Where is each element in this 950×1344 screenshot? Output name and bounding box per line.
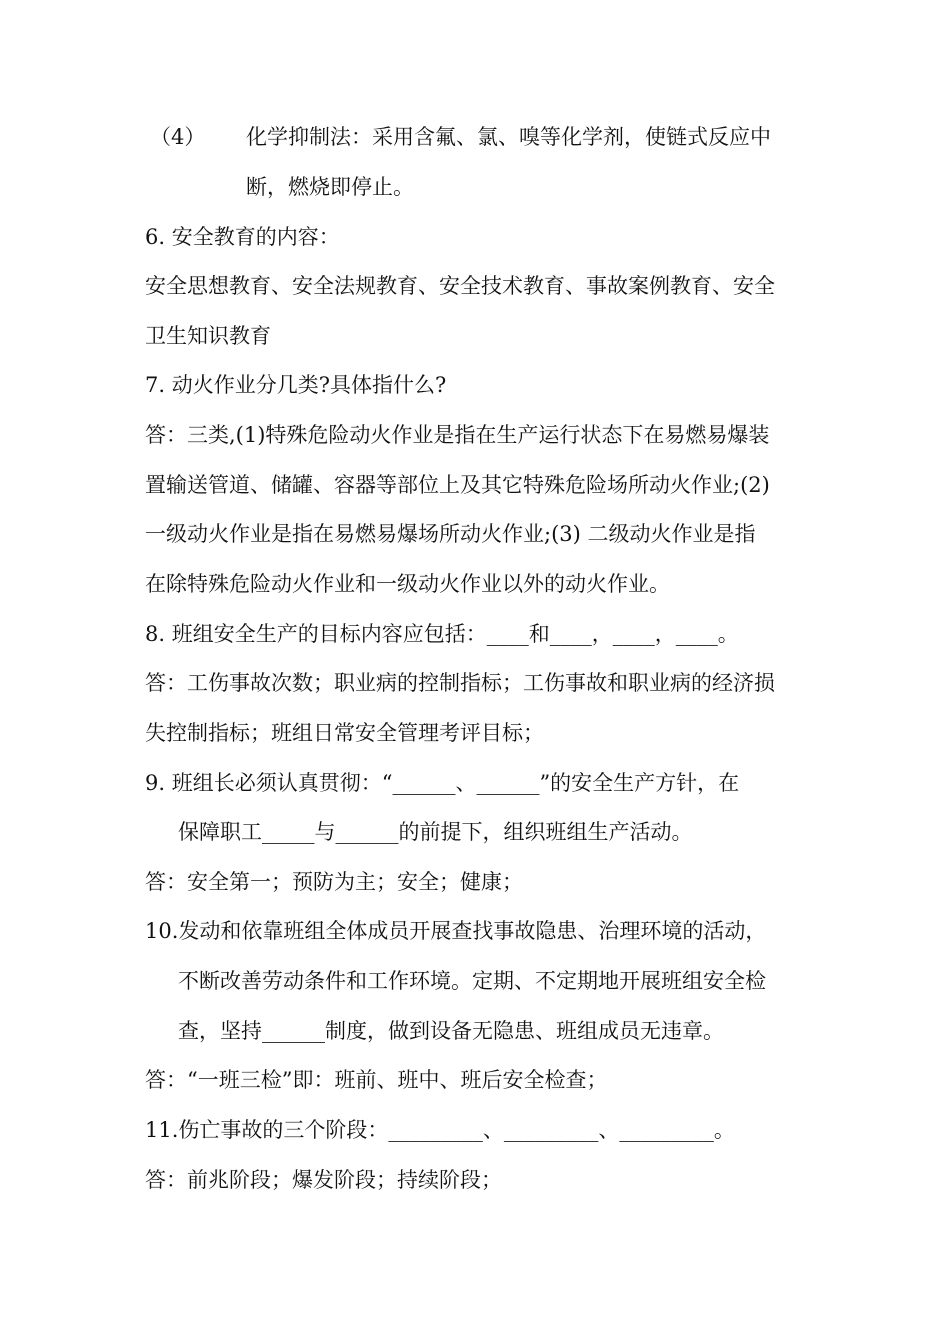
- answer-6-line-2: 卫生知识教育: [145, 324, 271, 348]
- question-10-line-2: 不断改善劳动条件和工作环境。定期、不定期地开展班组安全检: [178, 969, 766, 993]
- question-10-line-3: 查，坚持______制度，做到设备无隐患、班组成员无违章。: [178, 1019, 724, 1043]
- answer-8-line-1: 答：工伤事故次数；职业病的控制指标；工伤事故和职业病的经济损: [145, 671, 775, 695]
- answer-9: 答：安全第一；预防为主；安全；健康；: [145, 870, 523, 894]
- question-11: 11.伤亡事故的三个阶段：_________、_________、_________。: [145, 1118, 735, 1142]
- answer-6-line-1: 安全思想教育、安全法规教育、安全技术教育、事故案例教育、安全: [145, 274, 775, 298]
- question-10-line-1: 10.发动和依靠班组全体成员开展查找事故隐患、治理环境的活动，: [145, 919, 767, 943]
- question-6: 6. 安全教育的内容：: [145, 225, 340, 249]
- question-7: 7. 动火作业分几类?具体指什么?: [145, 373, 447, 397]
- answer-11: 答：前兆阶段；爆发阶段；持续阶段；: [145, 1168, 502, 1192]
- answer-10: 答：“一班三检”即：班前、班中、班后安全检查；: [145, 1068, 608, 1092]
- answer-7-line-3: 一级动火作业是指在易燃易爆场所动火作业;(3) 二级动火作业是指: [145, 522, 756, 546]
- answer-7-line-1: 答：三类,(1)特殊危险动火作业是指在生产运行状态下在易燃易爆装: [145, 423, 770, 447]
- item-4-line-2: 断，燃烧即停止。: [246, 175, 414, 199]
- question-9-line-2: 保障职工_____与______的前提下，组织班组生产活动。: [178, 820, 693, 844]
- question-9-line-1: 9. 班组长必须认真贯彻：“______、______”的安全生产方针，在: [145, 771, 740, 795]
- answer-7-line-4: 在除特殊危险动火作业和一级动火作业以外的动火作业。: [145, 572, 670, 596]
- question-8: 8. 班组安全生产的目标内容应包括：____和____，____，____。: [145, 622, 739, 646]
- answer-8-line-2: 失控制指标；班组日常安全管理考评目标；: [145, 721, 544, 745]
- item-4-line-1: 化学抑制法：采用含氟、氯、嗅等化学剂，使链式反应中: [246, 125, 771, 149]
- item-4-marker: （4）: [150, 125, 206, 149]
- answer-7-line-2: 置输送管道、储罐、容器等部位上及其它特殊危险场所动火作业;(2): [145, 473, 770, 497]
